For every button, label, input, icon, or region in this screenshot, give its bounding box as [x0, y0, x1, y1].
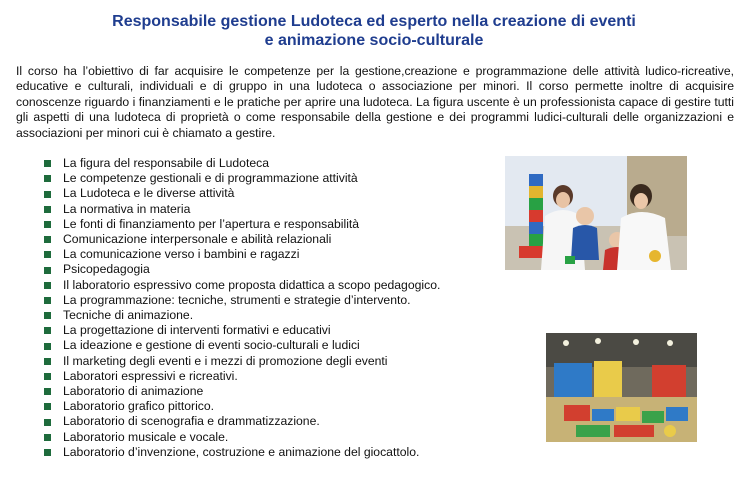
title-line-1: Responsabile gestione Ludoteca ed esperto nella creazione di eventi — [112, 13, 636, 30]
photo-playroom — [546, 333, 697, 442]
topics-list — [44, 156, 440, 460]
list-item — [44, 156, 440, 171]
list-item — [44, 202, 440, 217]
square-bullet-icon — [44, 373, 51, 380]
square-bullet-icon — [44, 297, 51, 304]
list-item-label: La figura del responsabile di Ludoteca — [63, 156, 269, 170]
list-item — [44, 308, 440, 323]
list-item — [44, 384, 440, 399]
list-item — [44, 399, 440, 414]
square-bullet-icon — [44, 282, 51, 289]
list-item-label: Psicopedagogia — [63, 262, 150, 277]
list-item-label: La Ludoteca e le diverse attività — [63, 186, 235, 201]
square-bullet-icon — [44, 419, 51, 426]
list-item-label: Il laboratorio espressivo come proposta didattica a scopo pedagogico. — [63, 277, 441, 292]
list-item-label: Laboratorio d’invenzione, costruzione e animazione del giocattolo. — [63, 444, 420, 459]
square-bullet-icon — [44, 160, 51, 167]
list-item-label: Laboratorio di animazione — [63, 384, 204, 399]
list-item — [44, 338, 440, 353]
list-item — [44, 278, 440, 293]
square-bullet-icon — [44, 358, 51, 365]
list-item-label: Laboratorio grafico pittorico. — [63, 399, 215, 414]
list-item-label: Laboratorio di scenografia e drammatizzazione. — [63, 414, 320, 429]
square-bullet-icon — [44, 206, 51, 213]
list-item-label: La progettazione di interventi formativi e educativi — [63, 323, 331, 338]
square-bullet-icon — [44, 449, 51, 456]
list-item — [44, 369, 440, 384]
list-item — [44, 232, 440, 247]
list-item-label: La comunicazione verso i bambini e ragazzi — [63, 247, 300, 262]
list-item-label: Le fonti di finanziamento per l’apertura e responsabilità — [63, 216, 360, 231]
list-item — [44, 445, 440, 460]
list-item-label: Le competenze gestionali e di programmazione attività — [63, 171, 358, 186]
list-item-label: Tecniche di animazione. — [63, 308, 194, 323]
square-bullet-icon — [44, 343, 51, 350]
list-item-label: Laboratorio musicale e vocale. — [63, 429, 229, 444]
title-line-2: e animazione socio-culturale — [264, 32, 484, 49]
square-bullet-icon — [44, 388, 51, 395]
square-bullet-icon — [44, 221, 51, 228]
intro-paragraph: Il corso ha l’obiettivo di far acquisire le competenze per la gestione,creazione e programmazione delle attività ludico-ricreative, educative e culturali, individuali e di gruppo in una ludoteca o associazione per minori. Il corso permette inoltre di acquisire conoscenze riguardo i finanziamenti e le pratiche per aprire una ludoteca. La figura uscente è un professionista capace di gestire tutti gli aspetti di una ludoteca di proprietà o come responsabile della gestione e dei programmi ludici-culturali delle organizzazioni e associazioni per minori cui è chiamato a gestire. — [16, 64, 734, 140]
list-item — [44, 414, 440, 429]
list-item-label: Comunicazione interpersonale e abilità relazionali — [63, 232, 332, 247]
list-item-label: Laboratori espressivi e ricreativi. — [63, 368, 238, 383]
list-item-label: Il marketing degli eventi e i mezzi di promozione degli eventi — [63, 353, 388, 368]
square-bullet-icon — [44, 327, 51, 334]
square-bullet-icon — [44, 175, 51, 182]
list-item-label: La ideazione e gestione di eventi socio-culturali e ludici — [63, 338, 360, 353]
list-item — [44, 293, 440, 308]
square-bullet-icon — [44, 251, 51, 258]
list-item — [44, 354, 440, 369]
photo-educators-with-children — [505, 156, 687, 270]
list-item-label: La programmazione: tecniche, strumenti e strategie d’intervento. — [63, 292, 411, 307]
list-item — [44, 430, 440, 445]
square-bullet-icon — [44, 236, 51, 243]
list-item — [44, 262, 440, 277]
list-item — [44, 217, 440, 232]
square-bullet-icon — [44, 434, 51, 441]
square-bullet-icon — [44, 191, 51, 198]
list-item — [44, 323, 440, 338]
list-item — [44, 186, 440, 201]
square-bullet-icon — [44, 403, 51, 410]
square-bullet-icon — [44, 267, 51, 274]
list-item — [44, 171, 440, 186]
page-title — [0, 12, 748, 50]
list-item — [44, 247, 440, 262]
square-bullet-icon — [44, 312, 51, 319]
list-item-label: La normativa in materia — [63, 201, 191, 216]
